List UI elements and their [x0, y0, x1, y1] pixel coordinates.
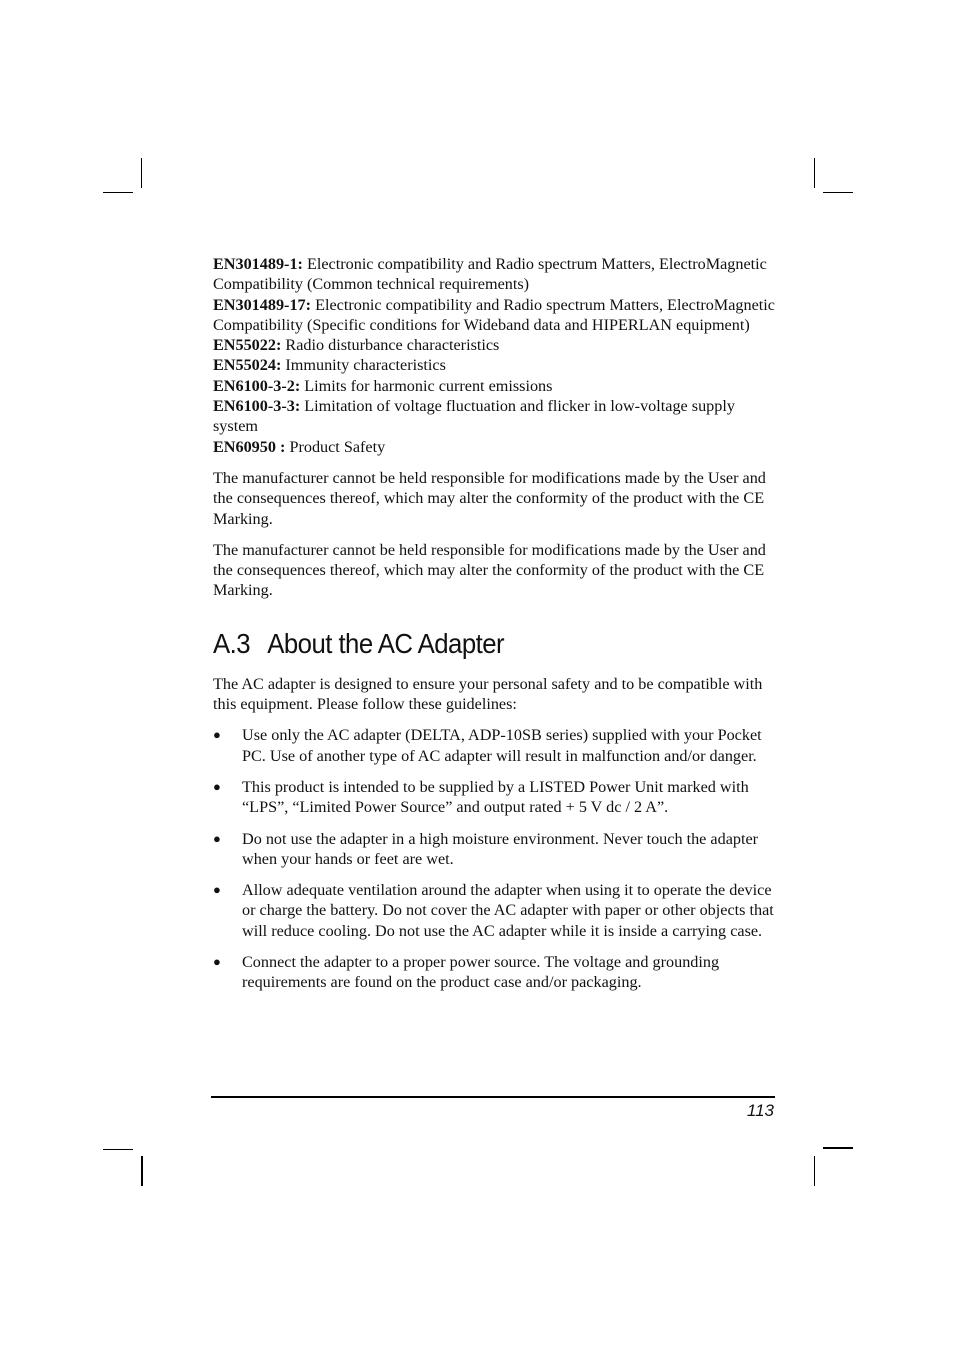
standard-item: [213, 254, 779, 295]
standard-description: Product Safety: [285, 437, 386, 456]
list-item-text: Connect the adapter to a proper power source. The voltage and grounding requirements are found on the product case and/or packaging.: [242, 953, 720, 992]
crop-mark-bottom-left-h: [103, 1149, 133, 1150]
standard-code: EN301489-17:: [213, 295, 312, 314]
standard-code: EN301489-1:: [213, 255, 303, 273]
list-item: [213, 880, 779, 941]
standard-item: [213, 335, 779, 355]
crop-mark-bottom-left-v: [141, 1156, 143, 1186]
list-item-text: Do not use the adapter in a high moisture environment. Never touch the adapter when your hands or feet are wet.: [242, 829, 759, 868]
standard-code: EN6100-3-2:: [213, 376, 301, 395]
standards-list: [213, 254, 779, 457]
crop-mark-top-left-v: [141, 158, 142, 188]
list-item-text: This product is intended to be supplied by a LISTED Power Unit marked with “LPS”, “Limited Power Source” and output rated + 5 V dc / 2 A”.: [242, 777, 749, 817]
standard-item: [213, 396, 779, 437]
bullet-icon: ●: [213, 830, 221, 846]
list-item: [213, 725, 779, 766]
standard-description: Radio disturbance characteristics: [281, 336, 500, 355]
section-number: A.3: [213, 627, 251, 659]
guidelines-list: [213, 725, 779, 992]
bullet-icon: ●: [213, 778, 221, 794]
disclaimer-paragraph: The manufacturer cannot be held responsible for modifications made by the User and the consequences thereof, which may alter the conformity of the product with the CE Marking.: [213, 468, 766, 528]
standard-description: Limitation of voltage fluctuation and flicker in low-voltage supply system: [213, 397, 735, 436]
standard-description: Electronic compatibility and Radio spectrum Matters, ElectroMagnetic Compatibility (Specific conditions for Wideband data and HIPERLAN equipment): [213, 295, 775, 334]
standard-description: Immunity characteristics: [281, 356, 446, 375]
standard-item: [213, 437, 779, 457]
list-item: [213, 952, 779, 993]
page-number: 113: [746, 1101, 774, 1120]
section-heading: [213, 627, 734, 661]
crop-mark-top-left-h: [103, 192, 133, 193]
standard-item: [213, 355, 779, 375]
page-content: [213, 254, 779, 993]
list-item: [213, 777, 779, 818]
list-item: [213, 829, 779, 870]
crop-mark-top-right-v: [814, 158, 815, 188]
bullet-icon: ●: [213, 882, 221, 898]
list-item-text: Use only the AC adapter (DELTA, ADP-10SB series) supplied with your Pocket PC. Use of another type of AC adapter will result in malfunction and/or danger.: [242, 726, 762, 765]
bullet-icon: ●: [213, 954, 221, 970]
list-item-text: Allow adequate ventilation around the adapter when using it to operate the device or charge the battery. Do not cover the AC adapter with paper or other objects that will reduce cooling. Do not use the AC adapter while it is inside a carrying case.: [242, 881, 774, 940]
standard-item: [213, 295, 779, 336]
section-title: About the AC Adapter: [267, 627, 505, 659]
standard-item: [213, 376, 779, 396]
crop-mark-top-right-h: [823, 192, 853, 193]
section-intro: The AC adapter is designed to ensure your personal safety and to be compatible with this equipment. Please follow these guidelines:: [213, 674, 763, 714]
standard-code: EN60950 :: [213, 437, 286, 456]
standard-code: EN55022:: [213, 336, 282, 355]
standard-description: Electronic compatibility and Radio spectrum Matters, ElectroMagnetic Compatibility (Common technical requirements): [213, 255, 767, 294]
crop-mark-bottom-right-v: [814, 1156, 815, 1186]
disclaimer-paragraph: The manufacturer cannot be held responsible for modifications made by the User and the consequences thereof, which may alter the conformity of the product with the CE Marking.: [213, 540, 766, 600]
bullet-icon: ●: [213, 727, 221, 743]
footer-rule: [211, 1096, 775, 1098]
crop-mark-bottom-right-h: [823, 1147, 853, 1149]
standard-code: EN6100-3-3:: [213, 397, 301, 416]
standard-code: EN55024:: [213, 356, 282, 375]
standard-description: Limits for harmonic current emissions: [300, 376, 553, 395]
